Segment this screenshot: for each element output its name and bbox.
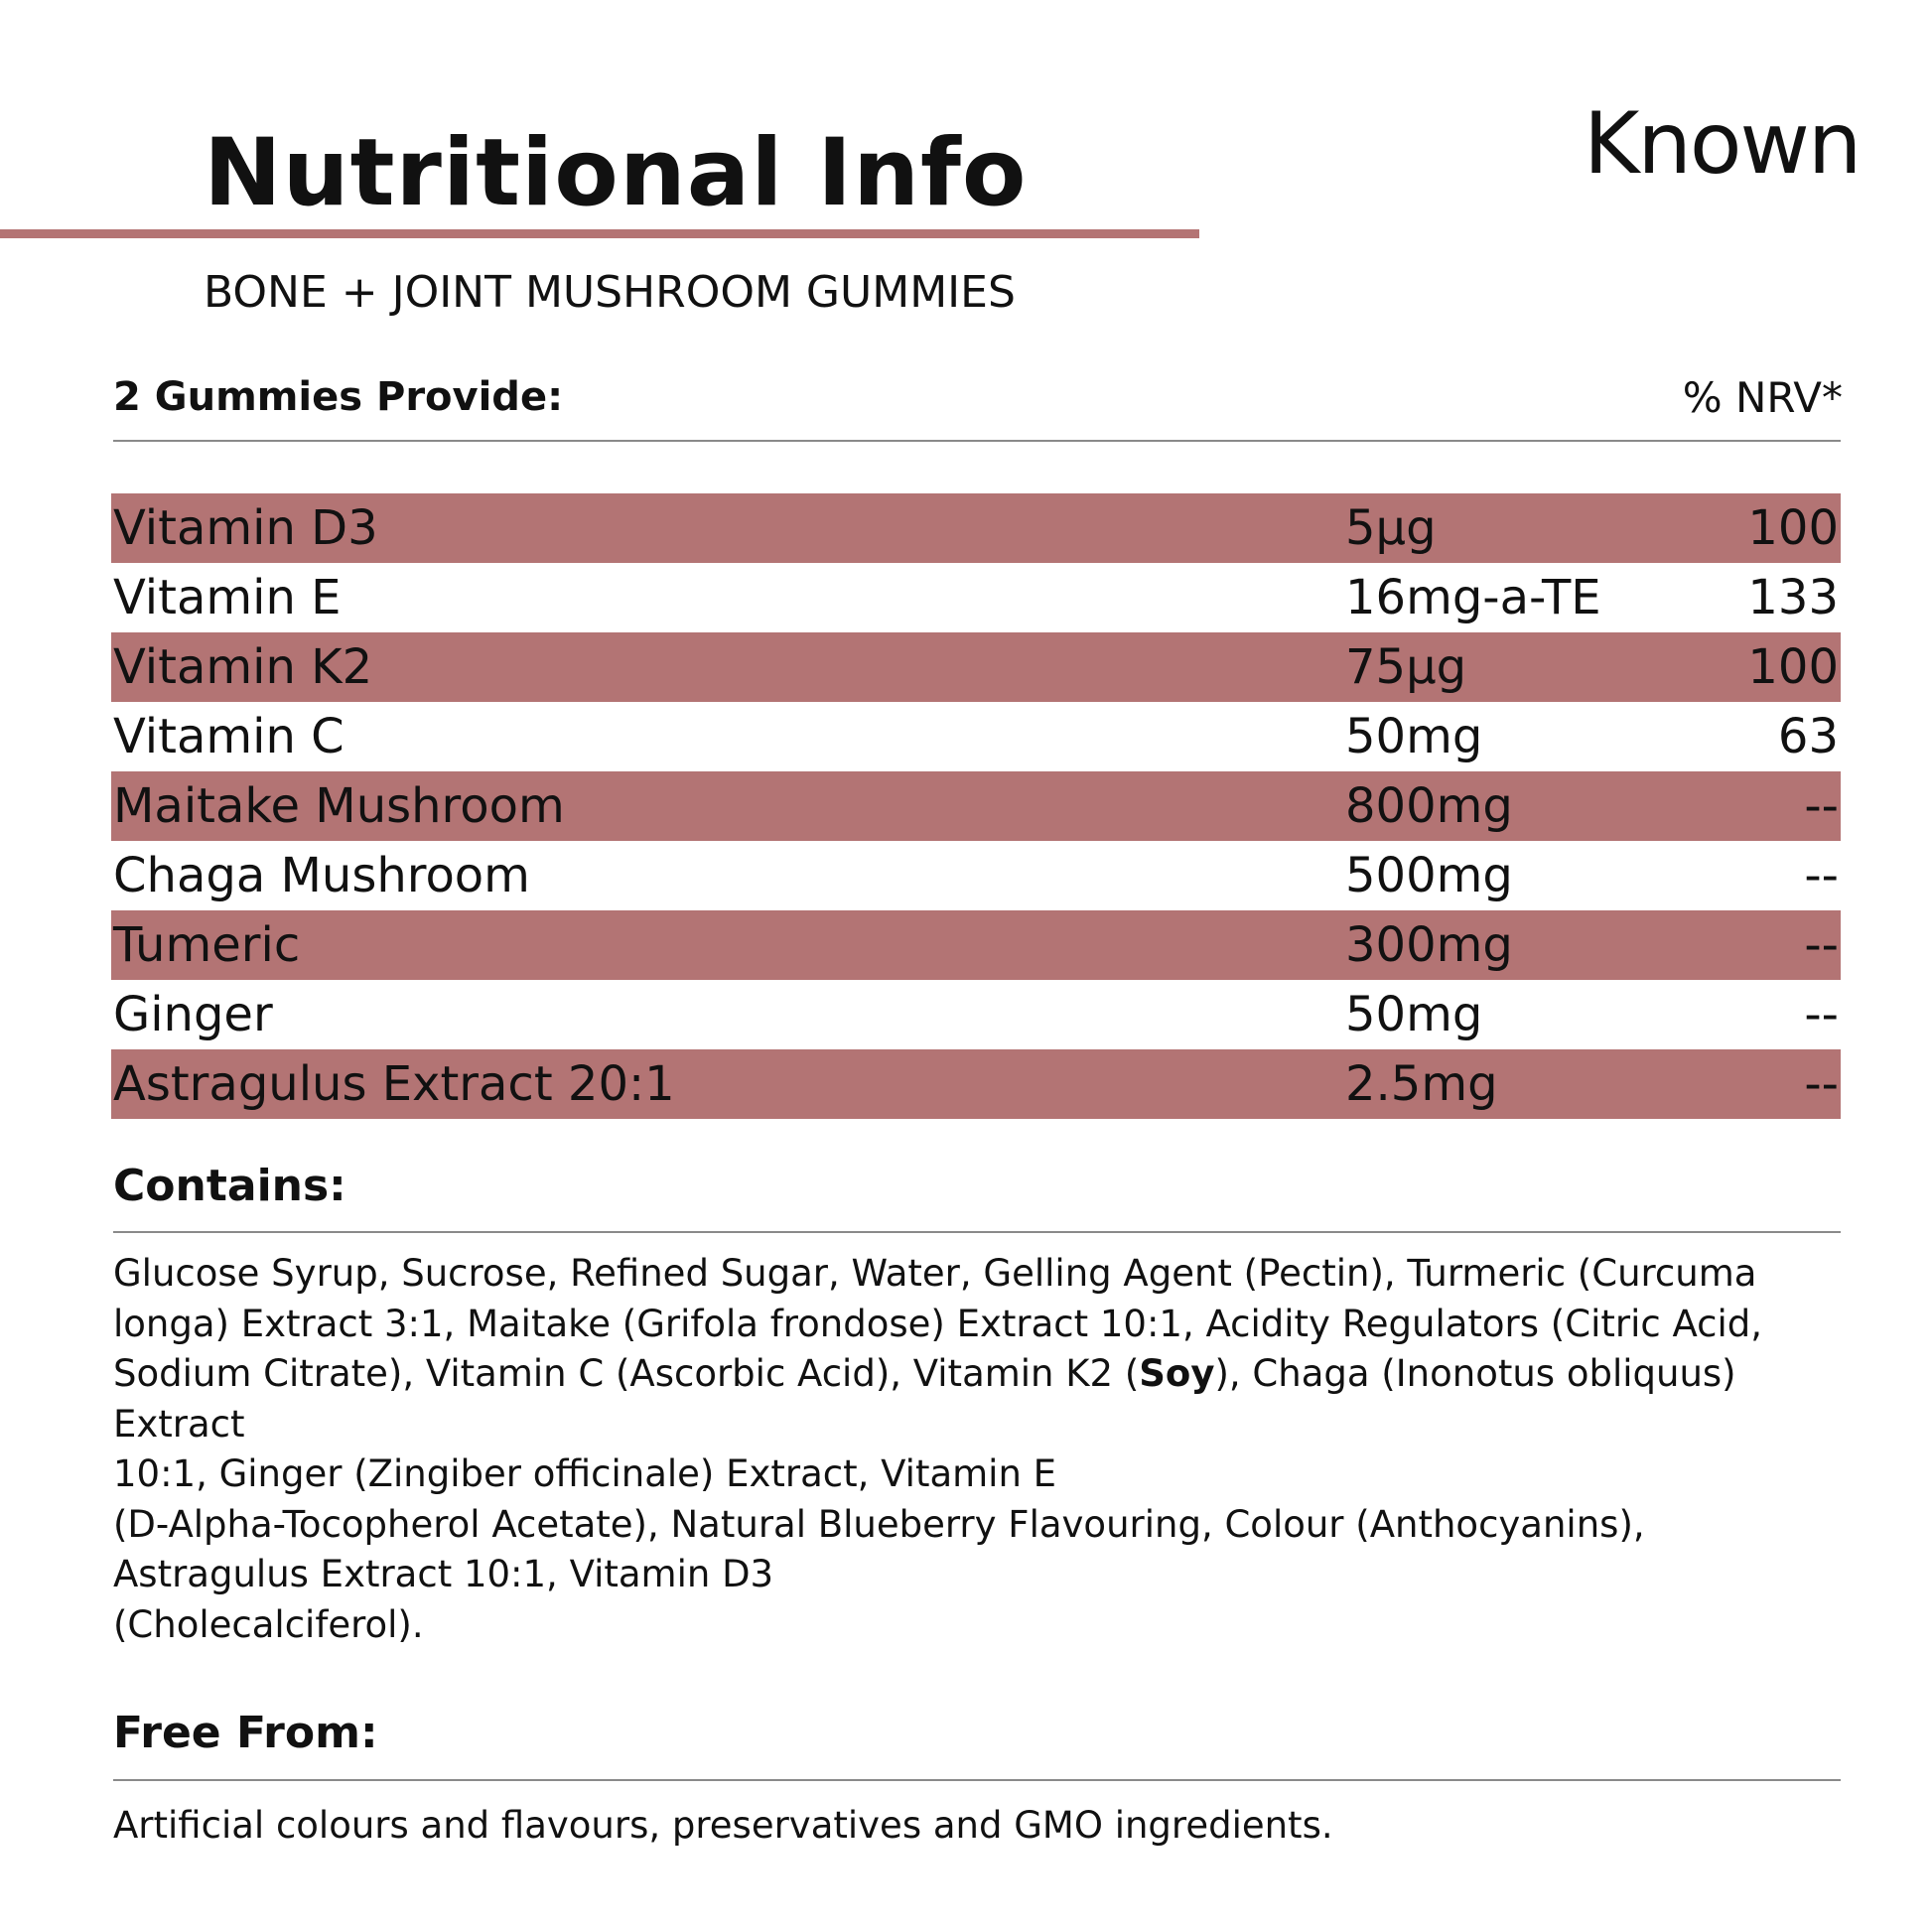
nutrient-nrv: --: [1804, 1056, 1839, 1112]
contains-heading: Contains:: [113, 1161, 346, 1211]
serving-label: 2 Gummies Provide:: [113, 374, 564, 420]
page-title: Nutritional Info: [204, 119, 1028, 227]
nutrient-name: Chaga Mushroom: [113, 848, 530, 903]
ingredients-line: Extract: [113, 1402, 245, 1446]
table-row: [111, 980, 1841, 1049]
table-row: [111, 632, 1841, 702]
ingredients-line: 10:1, Ginger (Zingiber officinale) Extract, Vitamin E: [113, 1452, 1057, 1495]
nutrient-name: Vitamin C: [113, 709, 345, 764]
free-from-text: Artificial colours and flavours, preservatives and GMO ingredients.: [113, 1804, 1333, 1847]
nutrient-nrv: 100: [1747, 500, 1839, 556]
nutrition-table: [111, 493, 1841, 1119]
table-row: [111, 771, 1841, 841]
nutrient-amount: 2.5mg: [1345, 1056, 1498, 1112]
nutrient-name: Ginger: [113, 987, 273, 1042]
nutrient-amount: 50mg: [1345, 709, 1483, 764]
allergen-highlight: Soy: [1139, 1352, 1215, 1395]
nutrient-name: Vitamin K2: [113, 639, 373, 695]
table-row: [111, 563, 1841, 632]
nutrient-nrv: --: [1804, 778, 1839, 834]
nutrient-name: Tumeric: [113, 917, 301, 973]
table-row: [111, 1049, 1841, 1119]
nutrient-nrv: 133: [1747, 570, 1839, 625]
nutrient-name: Astragulus Extract 20:1: [113, 1056, 675, 1112]
nutrient-amount: 800mg: [1345, 778, 1513, 834]
nutrient-amount: 300mg: [1345, 917, 1513, 973]
nutrient-amount: 75µg: [1345, 639, 1467, 695]
nutrient-nrv: 63: [1777, 709, 1839, 764]
ingredients-line: Glucose Syrup, Sucrose, Refined Sugar, Water, Gelling Agent (Pectin), Turmeric (Curcuma: [113, 1252, 1757, 1295]
nutrient-name: Vitamin E: [113, 570, 342, 625]
title-underline: [0, 229, 1199, 238]
nutrient-nrv: --: [1804, 848, 1839, 903]
table-row: [111, 702, 1841, 771]
nutrient-nrv: --: [1804, 917, 1839, 973]
nutrient-amount: 50mg: [1345, 987, 1483, 1042]
table-row: [111, 910, 1841, 980]
nutrient-nrv: --: [1804, 987, 1839, 1042]
divider: [113, 1231, 1841, 1233]
ingredients-line: Astragulus Extract 10:1, Vitamin D3: [113, 1553, 774, 1595]
table-row: [111, 493, 1841, 563]
brand-logo: Known: [1584, 94, 1861, 194]
nutrient-nrv: 100: [1747, 639, 1839, 695]
product-name: BONE + JOINT MUSHROOM GUMMIES: [204, 267, 1016, 318]
nrv-header: % NRV*: [1682, 373, 1843, 422]
table-row: [111, 841, 1841, 910]
free-from-heading: Free From:: [113, 1708, 378, 1758]
ingredients-line: (Cholecalciferol).: [113, 1602, 424, 1646]
nutrient-name: Vitamin D3: [113, 500, 378, 556]
nutrient-amount: 500mg: [1345, 848, 1513, 903]
ingredients-line: (D-Alpha-Tocopherol Acetate), Natural Blueberry Flavouring, Colour (Anthocyanins),: [113, 1502, 1645, 1546]
ingredients-line: Sodium Citrate), Vitamin C (Ascorbic Acid), Vitamin K2 (Soy), Chaga (Inonotus obliquus): [113, 1352, 1736, 1395]
nutrient-amount: 5µg: [1345, 500, 1437, 556]
divider: [113, 1779, 1841, 1781]
ingredients-list: [113, 1249, 1841, 1650]
nutrient-name: Maitake Mushroom: [113, 778, 565, 834]
divider: [113, 440, 1841, 442]
nutrient-amount: 16mg-a-TE: [1345, 570, 1601, 625]
ingredients-line: longa) Extract 3:1, Maitake (Grifola frondose) Extract 10:1, Acidity Regulators (Citric Acid,: [113, 1302, 1762, 1345]
